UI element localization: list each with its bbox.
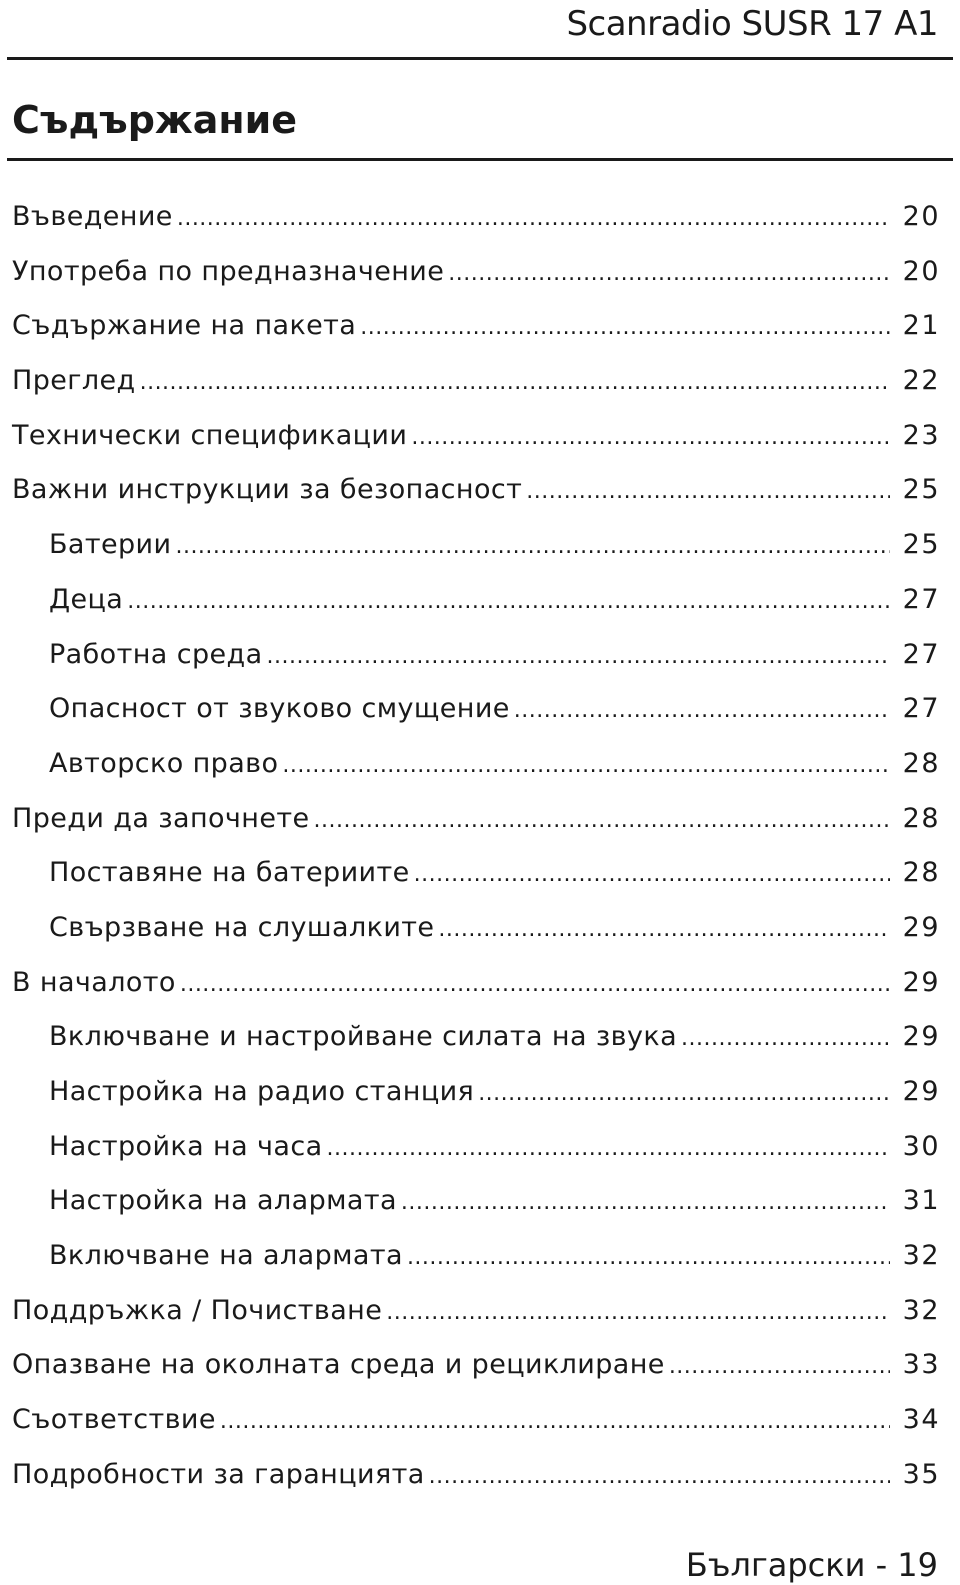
toc-entry[interactable] bbox=[12, 1065, 940, 1120]
toc-dot-leader bbox=[478, 1067, 890, 1122]
toc-entry-label: Деца bbox=[49, 583, 124, 615]
toc-entry-page-number: 35 bbox=[902, 1458, 940, 1490]
heading-divider bbox=[7, 158, 953, 161]
toc-entry[interactable] bbox=[12, 573, 940, 628]
toc-entry-page-number: 23 bbox=[902, 419, 940, 451]
toc-entry[interactable] bbox=[12, 1120, 940, 1175]
toc-entry-page-number: 20 bbox=[902, 255, 940, 287]
toc-entry-page-number: 28 bbox=[902, 802, 940, 834]
toc-entry-label: Съдържание на пакета bbox=[12, 310, 357, 342]
toc-entry[interactable] bbox=[12, 1448, 940, 1503]
toc-entry-label: Поставяне на батериите bbox=[49, 857, 410, 889]
header-divider bbox=[7, 57, 953, 60]
toc-entry[interactable] bbox=[12, 628, 940, 683]
toc-entry-page-number: 28 bbox=[902, 857, 940, 889]
toc-entry-label: Опасност от звуково смущение bbox=[49, 693, 510, 725]
toc-entry[interactable] bbox=[12, 354, 940, 409]
table-of-contents bbox=[12, 190, 940, 1503]
toc-dot-leader bbox=[127, 575, 890, 630]
toc-dot-leader bbox=[429, 1450, 890, 1505]
toc-entry[interactable] bbox=[12, 682, 940, 737]
toc-entry[interactable] bbox=[12, 463, 940, 518]
toc-entry-label: Важни инструкции за безопасност bbox=[12, 474, 523, 506]
toc-dot-leader bbox=[669, 1340, 890, 1395]
toc-entry[interactable] bbox=[12, 846, 940, 901]
toc-entry-page-number: 29 bbox=[902, 1076, 940, 1107]
toc-entry-page-number: 21 bbox=[902, 310, 940, 342]
toc-entry[interactable] bbox=[12, 1284, 940, 1339]
toc-entry-label: Настройка на радио станция bbox=[49, 1076, 475, 1107]
toc-entry-label: Свързване на слушалките bbox=[49, 911, 435, 943]
toc-entry-label: Работна среда bbox=[49, 638, 263, 670]
toc-entry-page-number: 27 bbox=[902, 693, 940, 725]
toc-entry-label: Подробности за гаранцията bbox=[12, 1458, 425, 1490]
toc-entry-page-number: 31 bbox=[902, 1185, 940, 1217]
toc-entry-label: Авторско право bbox=[49, 747, 279, 779]
header-title: Scanradio SUSR 17 A1 bbox=[566, 4, 938, 44]
toc-dot-leader bbox=[220, 1395, 890, 1450]
toc-dot-leader bbox=[386, 1286, 890, 1341]
toc-entry-page-number: 29 bbox=[902, 911, 940, 943]
toc-entry-page-number: 28 bbox=[902, 747, 940, 779]
toc-entry-page-number: 29 bbox=[902, 966, 940, 998]
toc-dot-leader bbox=[414, 848, 890, 903]
toc-entry[interactable] bbox=[12, 1393, 940, 1448]
toc-dot-leader bbox=[177, 192, 890, 247]
toc-dot-leader bbox=[175, 520, 890, 575]
toc-entry-page-number: 30 bbox=[902, 1130, 940, 1162]
toc-entry-label: Батерии bbox=[49, 529, 172, 561]
toc-entry-page-number: 27 bbox=[902, 638, 940, 670]
toc-entry[interactable] bbox=[12, 409, 940, 464]
toc-dot-leader bbox=[282, 739, 890, 794]
toc-dot-leader bbox=[411, 411, 890, 466]
toc-entry-label: Преглед bbox=[12, 365, 136, 397]
toc-entry-page-number: 25 bbox=[902, 474, 940, 506]
toc-entry[interactable] bbox=[12, 792, 940, 847]
toc-dot-leader bbox=[267, 630, 890, 685]
toc-entry-page-number: 25 bbox=[902, 529, 940, 561]
toc-entry[interactable] bbox=[12, 518, 940, 573]
toc-entry-label: Поддръжка / Почистване bbox=[12, 1294, 383, 1326]
page-title: Съдържание bbox=[12, 98, 297, 142]
toc-entry-page-number: 29 bbox=[902, 1021, 940, 1053]
toc-dot-leader bbox=[448, 247, 890, 302]
toc-dot-leader bbox=[514, 684, 890, 739]
toc-entry-label: Преди да започнете bbox=[12, 802, 310, 834]
toc-entry-page-number: 32 bbox=[902, 1294, 940, 1326]
toc-entry-page-number: 27 bbox=[902, 583, 940, 615]
toc-entry[interactable] bbox=[12, 1174, 940, 1229]
toc-entry-label: Включване на алармата bbox=[49, 1240, 403, 1272]
toc-entry-page-number: 33 bbox=[902, 1349, 940, 1381]
toc-entry-page-number: 32 bbox=[902, 1240, 940, 1272]
toc-entry-label: В началото bbox=[12, 966, 176, 998]
toc-dot-leader bbox=[681, 1012, 890, 1067]
toc-entry-label: Употреба по предназначение bbox=[12, 255, 445, 287]
toc-dot-leader bbox=[438, 903, 890, 958]
toc-entry-page-number: 34 bbox=[902, 1404, 940, 1436]
toc-entry-label: Включване и настройване силата на звука bbox=[49, 1021, 678, 1053]
toc-entry-label: Съответствие bbox=[12, 1404, 216, 1436]
toc-entry[interactable] bbox=[12, 1338, 940, 1393]
toc-entry[interactable] bbox=[12, 190, 940, 245]
toc-entry[interactable] bbox=[12, 1229, 940, 1284]
toc-entry-page-number: 22 bbox=[902, 365, 940, 397]
toc-entry[interactable] bbox=[12, 299, 940, 354]
toc-entry-page-number: 20 bbox=[902, 201, 940, 232]
toc-entry-label: Технически спецификации bbox=[12, 419, 408, 451]
page-footer: Български - 19 bbox=[685, 1546, 938, 1584]
toc-dot-leader bbox=[140, 356, 890, 411]
toc-dot-leader bbox=[407, 1231, 890, 1286]
toc-entry-label: Въведение bbox=[12, 201, 173, 232]
toc-dot-leader bbox=[180, 958, 890, 1013]
toc-entry-label: Настройка на алармата bbox=[49, 1185, 397, 1217]
toc-entry[interactable] bbox=[12, 1010, 940, 1065]
toc-dot-leader bbox=[401, 1176, 890, 1231]
toc-entry-label: Настройка на часа bbox=[49, 1130, 323, 1162]
toc-entry[interactable] bbox=[12, 245, 940, 300]
toc-dot-leader bbox=[360, 301, 890, 356]
toc-entry[interactable] bbox=[12, 737, 940, 792]
toc-entry[interactable] bbox=[12, 956, 940, 1011]
toc-dot-leader bbox=[526, 465, 890, 520]
toc-dot-leader bbox=[313, 794, 890, 849]
toc-entry[interactable] bbox=[12, 901, 940, 956]
toc-entry-label: Опазване на околната среда и рециклиране bbox=[12, 1349, 665, 1381]
toc-dot-leader bbox=[327, 1122, 890, 1177]
